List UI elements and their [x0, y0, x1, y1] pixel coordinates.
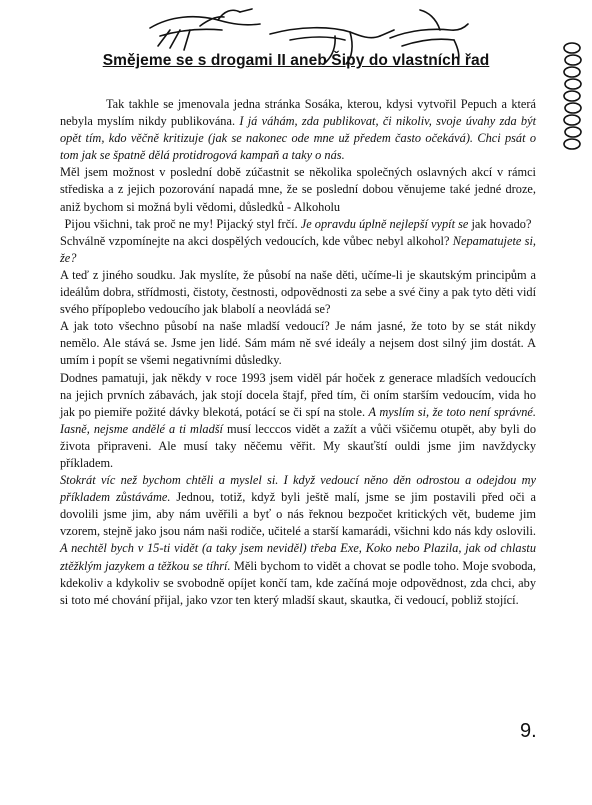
text-run: Dodnes pamatuji, jak někdy v roce 1993 jsem viděl pár hoček z generace mladších vedoucích na jejich prvních zábavách, jak stojí docela štajf, před tím, či oním starším vedoucím, vida ho jak po piemiře požité dávky blekotá, potácí se či spí na stole.	[60, 370, 536, 419]
text-run: jak hovado?	[468, 216, 532, 231]
text-run: Schválně vzpomínejte na akci dospělých vedoucích, kde vůbec nebyl alkohol?	[60, 233, 453, 248]
italic-text-run: I já váhám, zda publikovat, či nikoliv, svoje úvahy zda být opět tím, kdo věčně kritizuje (jak se nakonec ode mne už předem často očekává).	[60, 114, 536, 146]
spiral-doodle-icon	[558, 40, 586, 160]
italic-text-run: A myslím si, že toto není správné. Iasně, nejsme andělé a ti mladší	[60, 404, 536, 436]
page-number: 9.	[520, 720, 537, 742]
paragraph	[60, 96, 536, 164]
text-run: A teď z jiného soudku. Jak myslíte, že působí na naše děti, učíme-li je skautským principům a ideálům dobra, střídmosti, čistoty, čestnosti, odpovědnosti za sebe a své činy a pak tyto děti vidí svého přípoplebo vedoucího jak blabolí a neovládá se?	[60, 267, 536, 317]
text-run: Jednou, totiž, když byli ještě malí, jsme se jim postavili před oči a dovolili jsme jim, aby nám uvěřili a byť o nás řeknou bezpočet kritických vět, budeme jim vzorem, stejně jako jsou nám naši rodiče, učitelé a starší kamarádi, všichni kdo nás kdy oslovili.	[60, 490, 536, 539]
paragraph	[60, 318, 536, 369]
text-run: Pijou všichni, tak proč ne my! Pijacký styl frčí.	[64, 216, 301, 231]
paragraph	[60, 267, 536, 318]
paragraph	[60, 216, 536, 233]
text-run: A jak toto všechno působí na naše mladší vedoucí? Je nám jasné, že toto by se stát nikdy nemělo. Ale stává se. Jsme jen lidé. Sám mám ně své ideály a nejsem dost silný jim dostát. A umím i popít se všemi negativními důsledky.	[60, 319, 536, 368]
paragraph	[60, 370, 536, 473]
article-body	[60, 96, 536, 609]
italic-text-run: A nechtěl bych v 15-ti vidět (a taky jsem neviděl) třeba Exe, Koko nebo Plazila, jak od chlastu ztěžklým jazykem a těžkou se tíhrí.	[60, 541, 536, 573]
text-run: Měl jsem možnost v poslední době zúčastnit se několika společných oslavných akcí v rámci střediska a z jejich pozorování napadá mne, že se poslední dobou věnujeme také jedné droze, aniž bychom si možná byli vědomi, důsledků - Alkoholu	[60, 165, 536, 214]
italic-text-run: Nepamatujete si, že?	[60, 233, 536, 265]
italic-text-run: Stokrát víc než bychom chtěli a myslel si. I když vedoucí něno děn odrostou a odejdou my příkladem zůstáváme.	[60, 473, 536, 505]
italic-text-run: Chci psát o tom jak se špatně dělá protidrogová kampaň a taky o nás.	[60, 131, 536, 163]
paragraph	[60, 164, 536, 215]
text-run: Měli bychom to vidět a chovat se podle toho. Moje svoboda, kdekoliv a kdykoliv se svobodně opíjet končí tam, kde začíná moje odpovědnost, zda chci, aby si toto mé chování přijal, jako vzor ten který mladší skaut, skautka, či vedoucí, pobliž stojící.	[60, 558, 536, 607]
italic-text-run: Je opravdu úplně nejlepší vypít se	[300, 216, 469, 231]
page-title: Směјeme se s drogami II aneb Šipy do vlastních řad	[102, 52, 490, 69]
text-run: Tak takhle se jmenovala jedna stránka Sosáka, kterou, kdysi vytvořil Pepuch a která nebyla myslím nikdy publikována.	[60, 97, 536, 129]
text-run: musí lecccos vidět a zažít a vůči všičemu otupět, aby byli do života připraveni. Ale musí taky něčemu věřit. My skauťští ouldi jsme jim navždycky příkladem.	[60, 421, 536, 470]
paragraph	[60, 472, 536, 609]
paragraph	[60, 233, 536, 267]
